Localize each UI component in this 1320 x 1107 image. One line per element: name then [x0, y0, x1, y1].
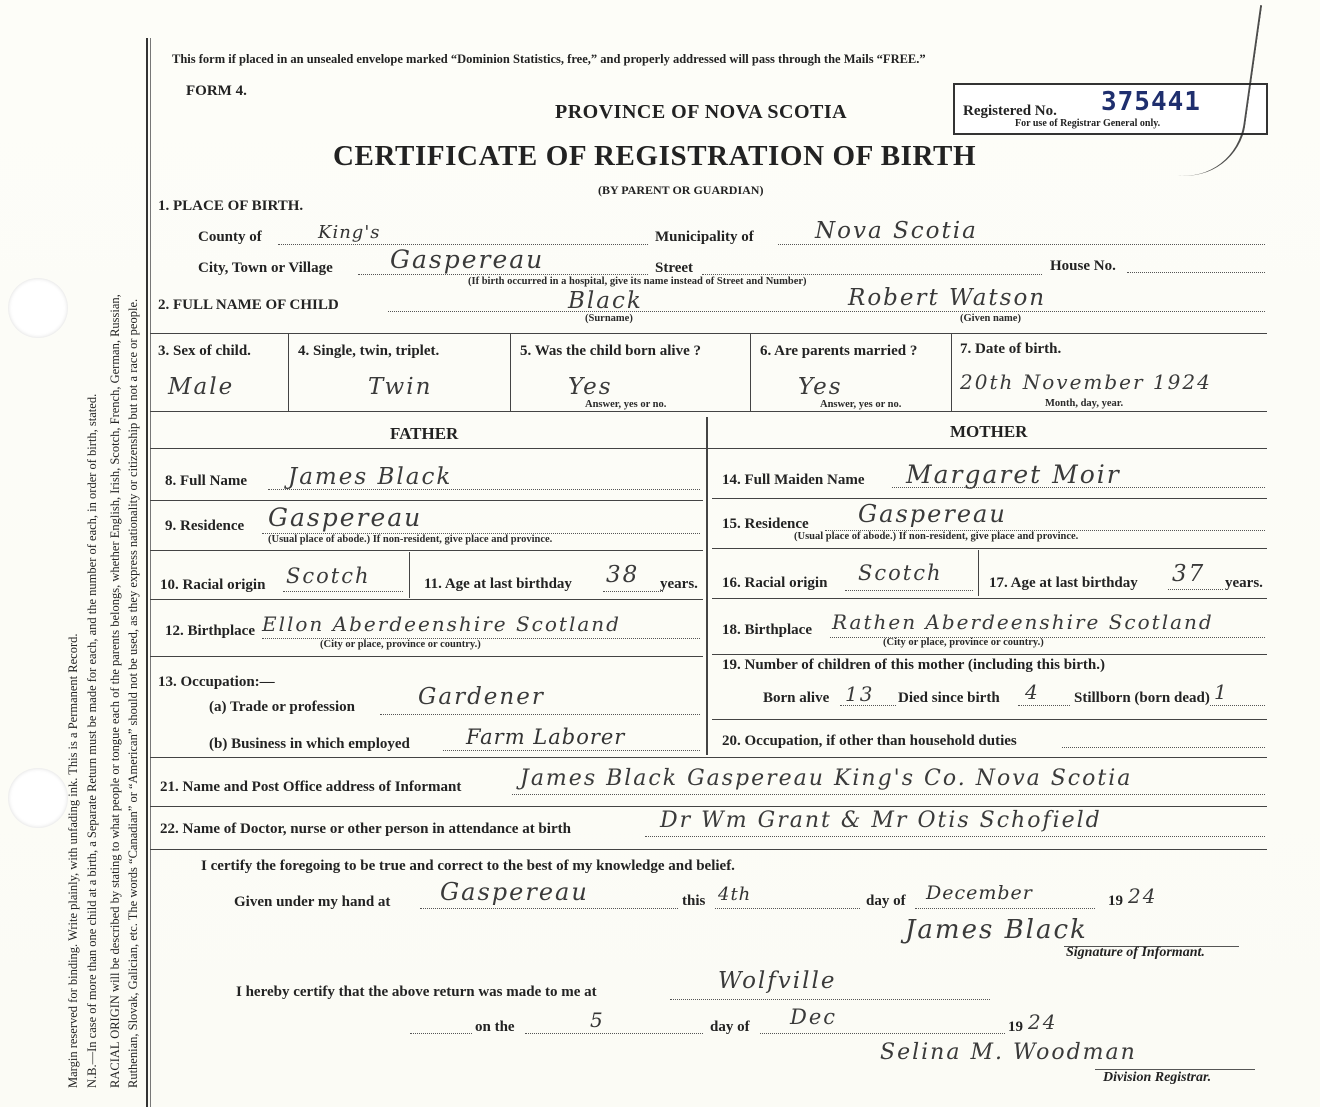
certificate-subtitle: (BY PARENT OR GUARDIAN): [598, 183, 764, 197]
registrar-day-line: [525, 1033, 703, 1034]
mother-heading: MOTHER: [950, 422, 1028, 441]
father-occupation-label: 13. Occupation:—: [158, 674, 275, 690]
day-value: 4th: [718, 884, 752, 905]
divider-6-7: [951, 333, 952, 411]
father-age-value: 38: [606, 562, 640, 588]
born-alive-label: Born alive: [763, 690, 830, 706]
mail-note: This form if placed in an unsealed envelope marked “Dominion Statistics, free,” and properly addressed will pass through the Mails “FREE.”: [172, 52, 926, 66]
mother-residence-label: 15. Residence: [722, 516, 809, 532]
registrar-day-of-label: day of: [710, 1019, 750, 1035]
day-of-label: day of: [866, 893, 906, 909]
month-line: [915, 908, 1095, 909]
mother-birthplace-label: 18. Birthplace: [722, 622, 812, 638]
margin-note-racial-1: RACIAL ORIGIN will be described by stating to what people or tongue each of the parents belongs, whether English, Irish, Scotch, French, German, Russian,: [108, 294, 122, 1088]
married-value: Yes: [798, 374, 843, 400]
child-given-value: Robert Watson: [848, 285, 1047, 311]
mother-age-value: 37: [1172, 561, 1206, 587]
street-line: [702, 274, 1042, 275]
father-residence-value: Gaspereau: [268, 503, 423, 532]
margin-note-multiple: N.B.—In case of more than one child at a birth, a Separate Return must be made for each, and the number of each, in order of birth, stated.: [85, 393, 99, 1088]
divider-mother-15: [712, 548, 1267, 549]
born-alive-value: 13: [845, 682, 875, 706]
child-name-label: 2. FULL NAME OF CHILD: [158, 297, 339, 313]
dob-note: Month, day, year.: [1045, 398, 1124, 409]
divider-4-5: [510, 333, 511, 411]
divider-father-8: [150, 500, 703, 501]
died-line: [1018, 705, 1070, 706]
divider-mother-16: [712, 598, 1267, 599]
year-prefix: 19: [1108, 893, 1123, 909]
father-heading: FATHER: [390, 424, 459, 443]
child-surname-value: Black: [568, 288, 643, 314]
day-line: [715, 908, 860, 909]
certificate-title: CERTIFICATE OF REGISTRATION OF BIRTH: [333, 140, 977, 172]
certify-statement: I certify the foregoing to be true and correct to the best of my knowledge and belief.: [201, 858, 735, 874]
mother-name-label: 14. Full Maiden Name: [722, 472, 865, 488]
county-label: County of: [198, 229, 262, 245]
stillborn-line: [1210, 705, 1265, 706]
sex-value: Male: [168, 374, 235, 400]
father-age-line: [603, 591, 663, 592]
form-number: FORM 4.: [186, 83, 247, 99]
punch-hole-top: [8, 278, 68, 338]
doctor-label: 22. Name of Doctor, nurse or other person in attendance at birth: [160, 821, 571, 837]
mother-occupation-label: 20. Occupation, if other than household duties: [722, 733, 1017, 749]
father-birthplace-value: Ellon Aberdeenshire Scotland: [262, 612, 621, 636]
father-birthplace-note: (City or place, province or country.): [320, 639, 481, 650]
divider-father-9: [150, 550, 703, 551]
on-the-leadin: [410, 1033, 472, 1034]
registrar-month-value: Dec: [790, 1005, 838, 1029]
registered-number: 375441: [1101, 87, 1201, 117]
mother-children-label: 19. Number of children of this mother (including this birth.): [722, 657, 1105, 673]
mother-occupation-line: [1062, 747, 1265, 748]
registered-label: Registered No.: [963, 103, 1057, 119]
divider-father-10: [150, 599, 703, 600]
divider-16-17: [978, 550, 979, 596]
died-label: Died since birth: [898, 690, 1000, 706]
province-heading: PROVINCE OF NOVA SCOTIA: [555, 101, 848, 123]
registrar-year-value: 24: [1028, 1010, 1058, 1034]
doctor-line: [645, 836, 1265, 837]
mother-years-label: years.: [1225, 575, 1263, 591]
divider-father-12: [150, 656, 703, 657]
registrar-place-line: [670, 999, 990, 1000]
child-name-line: [388, 311, 1265, 312]
mother-age-line: [1168, 589, 1223, 590]
month-value: December: [926, 882, 1033, 904]
divider-10-11: [409, 552, 410, 598]
died-value: 4: [1025, 680, 1040, 704]
informant-signature: James Black: [905, 915, 1088, 945]
father-years-label: years.: [660, 576, 698, 592]
divider-mother-14: [712, 498, 1267, 499]
city-value: Gaspereau: [390, 245, 545, 274]
divider-row3-top: [150, 333, 1267, 334]
city-line: [358, 274, 648, 275]
margin-border-inner: [150, 38, 151, 1107]
father-age-label: 11. Age at last birthday: [424, 576, 572, 592]
stillborn-value: 1: [1214, 680, 1229, 704]
divider-parents: [706, 417, 708, 755]
multiple-value: Twin: [368, 374, 433, 400]
married-note: Answer, yes or no.: [820, 399, 902, 410]
divider-mother-19: [712, 719, 1267, 720]
this-label: this: [682, 893, 706, 909]
on-the-label: on the: [475, 1019, 515, 1035]
registrar-year-prefix: 19: [1008, 1019, 1023, 1035]
given-place-value: Gaspereau: [440, 878, 589, 906]
doctor-value: Dr Wm Grant & Mr Otis Schofield: [660, 808, 1102, 833]
divider-3-4: [288, 333, 289, 411]
corner-pen-mark: [1176, 0, 1262, 183]
alive-label: 5. Was the child born alive ?: [520, 343, 701, 359]
city-label: City, Town or Village: [198, 260, 333, 276]
father-residence-label: 9. Residence: [165, 518, 245, 534]
father-race-line: [283, 591, 403, 592]
multiple-label: 4. Single, twin, triplet.: [298, 343, 440, 359]
father-business-label: (b) Business in which employed: [209, 736, 410, 752]
given-label: Given under my hand at: [234, 894, 391, 910]
father-business-value: Farm Laborer: [466, 725, 626, 749]
county-value: King's: [318, 222, 381, 243]
father-race-value: Scotch: [286, 564, 371, 588]
registrar-place-value: Wolfville: [718, 968, 837, 994]
margin-note-racial-2: Ruthenian, Slovak, Galician, etc. The words “Canadian” or “American” should not be used, as they express nationality or citizenship but not a race or people.: [126, 298, 140, 1088]
mother-name-value: Margaret Moir: [906, 460, 1121, 489]
informant-label: 21. Name and Post Office address of Informant: [160, 779, 462, 795]
divider-row3-bottom: [150, 411, 1267, 412]
street-label: Street: [655, 260, 694, 276]
informant-line: [512, 794, 1265, 795]
informant-signature-label: Signature of Informant.: [1066, 945, 1205, 960]
informant-value: James Black Gaspereau King's Co. Nova Scotia: [520, 766, 1133, 791]
mother-residence-note: (Usual place of abode.) If non-resident, give place and province.: [794, 531, 1079, 542]
divider-parents-top: [150, 448, 1267, 449]
registrar-signature: Selina M. Woodman: [880, 1040, 1137, 1065]
house-label: House No.: [1050, 258, 1116, 274]
father-name-label: 8. Full Name: [165, 473, 248, 489]
house-line: [1127, 272, 1265, 273]
mother-residence-value: Gaspereau: [858, 500, 1007, 528]
mother-race-line: [845, 590, 973, 591]
given-note: (Given name): [960, 313, 1021, 324]
year-value: 24: [1128, 884, 1158, 908]
registrar-statement: I hereby certify that the above return was made to me at: [236, 984, 597, 1000]
margin-border: [146, 38, 148, 1107]
registrar-month-line: [760, 1033, 1005, 1034]
mother-birthplace-note: (City or place, province or country.): [883, 637, 1044, 648]
father-residence-note: (Usual place of abode.) If non-resident, give place and province.: [268, 534, 553, 545]
father-business-line: [443, 750, 700, 751]
divider-22: [150, 849, 1267, 850]
place-heading: 1. PLACE OF BIRTH.: [158, 198, 304, 214]
father-name-value: James Black: [288, 464, 453, 490]
divider-parents-bottom: [150, 757, 1267, 758]
mother-race-value: Scotch: [858, 561, 943, 585]
mother-age-label: 17. Age at last birthday: [989, 575, 1138, 591]
surname-note: (Surname): [585, 313, 633, 324]
father-trade-label: (a) Trade or profession: [209, 699, 355, 715]
dob-value: 20th November 1924: [960, 370, 1212, 394]
dob-label: 7. Date of birth.: [960, 341, 1062, 357]
mother-race-label: 16. Racial origin: [722, 575, 828, 591]
father-race-label: 10. Racial origin: [160, 577, 266, 593]
registrar-signature-label: Division Registrar.: [1103, 1070, 1212, 1085]
municipality-value: Nova Scotia: [815, 218, 978, 244]
municipality-line: [778, 244, 1265, 245]
divider-mother-18: [712, 654, 1267, 655]
alive-note: Answer, yes or no.: [585, 399, 667, 410]
mother-birthplace-value: Rathen Aberdeenshire Scotland: [832, 610, 1214, 634]
father-trade-line: [380, 714, 700, 715]
divider-5-6: [750, 333, 751, 411]
married-label: 6. Are parents married ?: [760, 343, 918, 359]
punch-hole-bottom: [8, 768, 68, 828]
margin-note-binding: Margin reserved for binding. Write plainly, with unfading ink. This is a Permanent Record.: [66, 633, 80, 1088]
registrar-note: For use of Registrar General only.: [1015, 118, 1161, 129]
hospital-note: (If birth occurred in a hospital, give its name instead of Street and Number): [468, 276, 807, 287]
registrar-day-value: 5: [590, 1008, 604, 1032]
father-birthplace-label: 12. Birthplace: [165, 623, 255, 639]
given-place-line: [420, 908, 678, 909]
municipality-label: Municipality of: [655, 229, 754, 245]
father-trade-value: Gardener: [418, 684, 545, 710]
divider-21: [150, 806, 1267, 807]
sex-label: 3. Sex of child.: [158, 343, 251, 359]
stillborn-label: Stillborn (born dead): [1074, 690, 1210, 706]
alive-value: Yes: [568, 374, 613, 400]
